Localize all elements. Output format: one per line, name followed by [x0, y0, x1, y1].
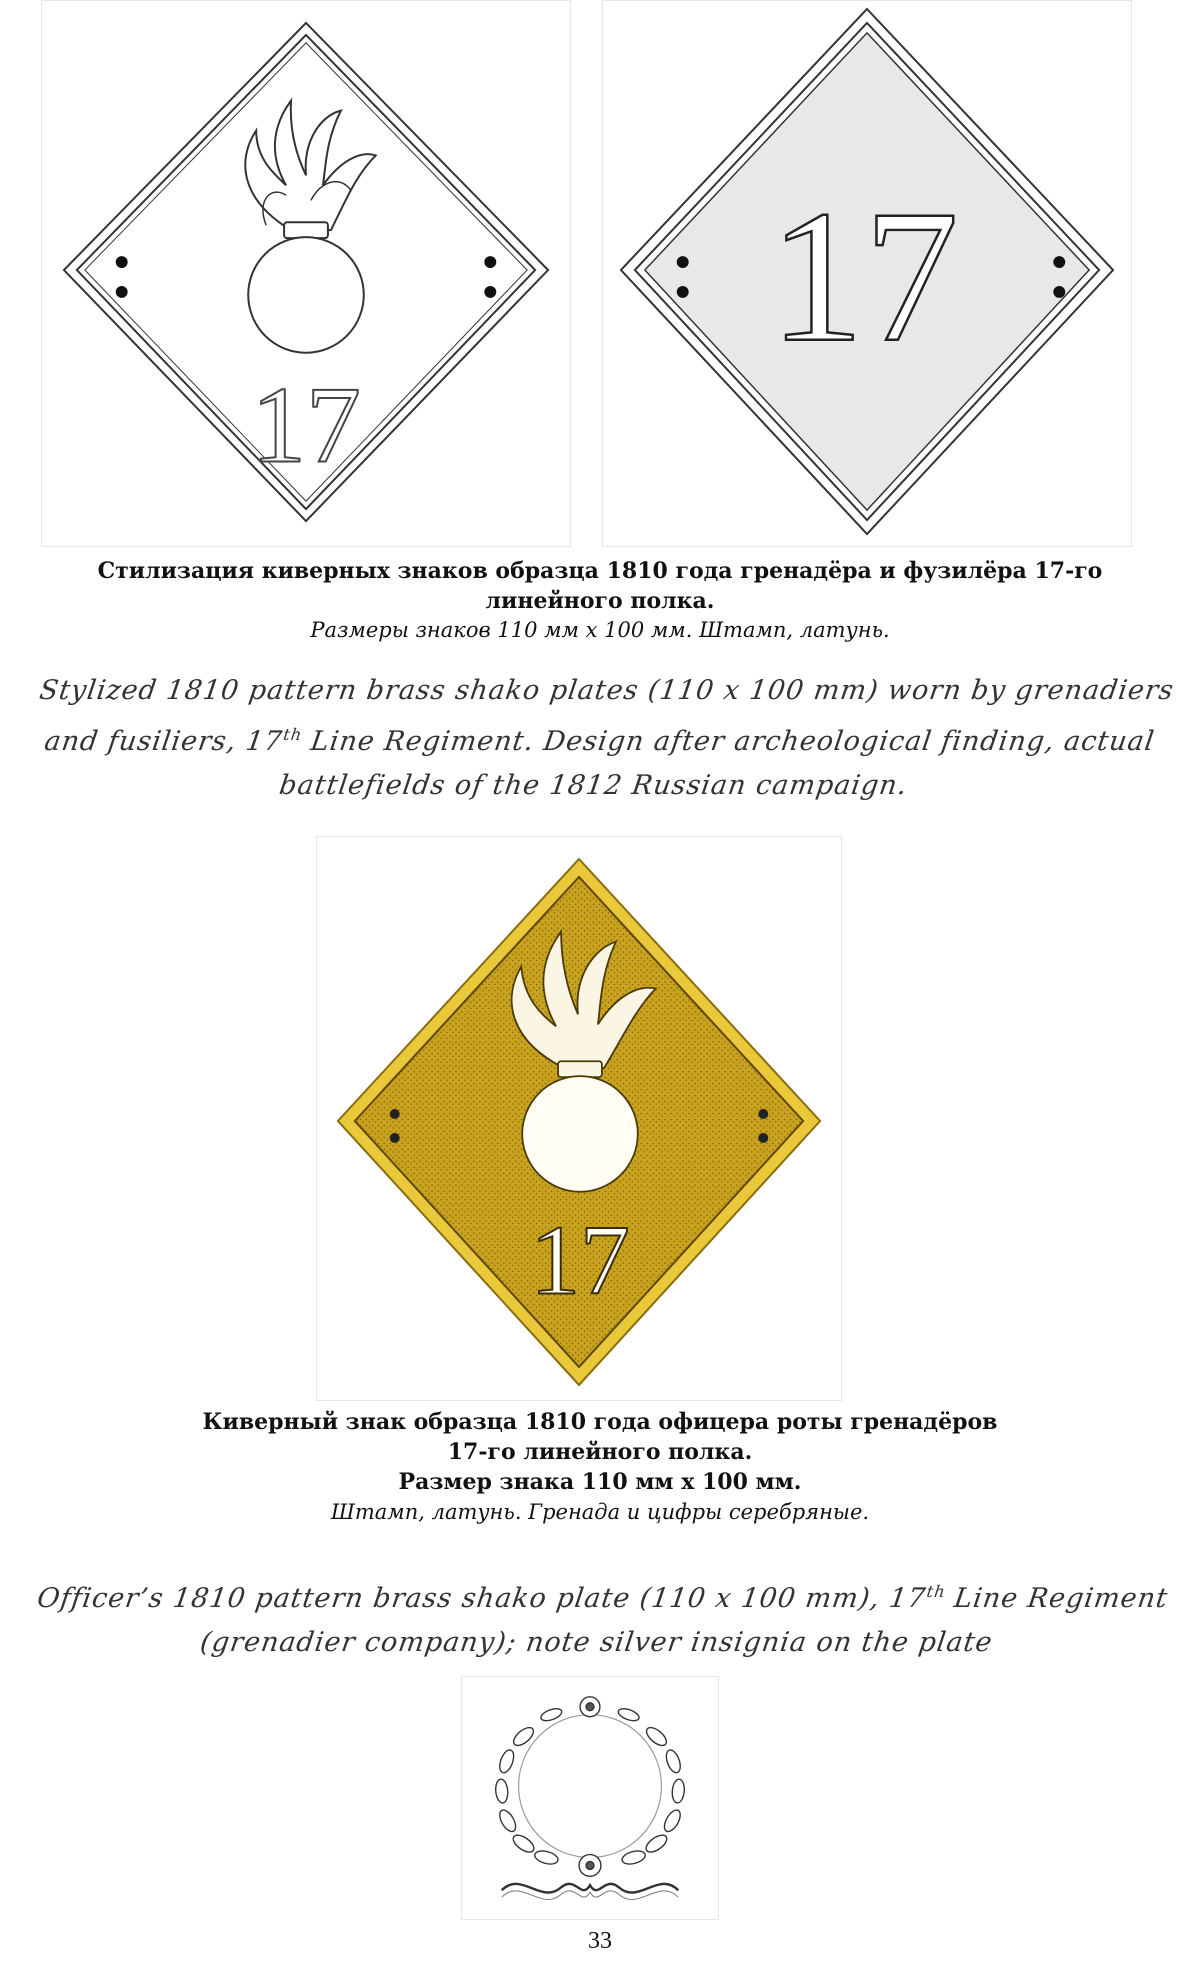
caption-english-text-1: Officer’s 1810 pattern brass shako plate (110 x 100 mm), 17 — [35, 1583, 929, 1614]
caption-english-ordinal: th — [282, 725, 304, 744]
caption-officer-english — [3, 1570, 1196, 1665]
caption-line: 17-го линейного полка. — [447, 1439, 753, 1465]
ribbon-shadow — [502, 1891, 679, 1900]
officer-plate-drawing — [317, 837, 841, 1400]
grenadier-shako-plate-figure — [41, 0, 571, 547]
caption-line: Киверный знак образца 1810 года офицера роты гренадёров — [202, 1409, 998, 1435]
fusilier-shako-plate-figure — [602, 0, 1132, 547]
caption-english-text-2: Line Regiment (grenadier company); note silver insignia on the plate — [198, 1583, 1171, 1658]
caption-english — [10, 669, 1190, 808]
wreath-ornament-figure — [461, 1676, 719, 1920]
caption-russian-details: Размеры знаков 110 мм х 100 мм. Штамп, латунь. — [310, 618, 890, 642]
regiment-number: 17 — [530, 1204, 630, 1316]
fusilier-plate-drawing — [603, 1, 1131, 546]
officer-shako-plate-figure — [316, 836, 842, 1401]
caption-officer-russian-title — [30, 1407, 1170, 1497]
caption-english-ordinal: th — [925, 1582, 948, 1601]
caption-officer-russian-details: Штамп, латунь. Гренада и цифры серебряные. — [330, 1500, 870, 1524]
wreath-flower-bottom — [579, 1855, 601, 1877]
laurel-wreath-icon — [462, 1677, 718, 1919]
regiment-number: 17 — [769, 170, 959, 381]
wreath-flower-top — [580, 1697, 600, 1717]
regiment-number: 17 — [251, 363, 361, 486]
wreath-leaves — [495, 1706, 685, 1866]
caption-english-text-2: Line Regiment. Design after archeological finding, actual battlefields of the 1812 Russian campaign. — [277, 726, 1157, 801]
ribbon — [502, 1884, 679, 1893]
page-number: 33 — [588, 1928, 612, 1954]
caption-russian-title: Стилизация киверных знаков образца 1810 года гренадёра и фузилёра 17-го линейного полка. — [97, 558, 1103, 614]
grenadier-plate-drawing — [42, 1, 570, 546]
flaming-grenade-icon — [245, 101, 375, 353]
caption-english-text-1: Stylized 1810 pattern brass shako plates (110 x 100 mm) worn by grenadiers and fusiliers, 17 — [37, 675, 1177, 757]
caption-line: Размер знака 110 мм х 100 мм. — [398, 1469, 802, 1495]
